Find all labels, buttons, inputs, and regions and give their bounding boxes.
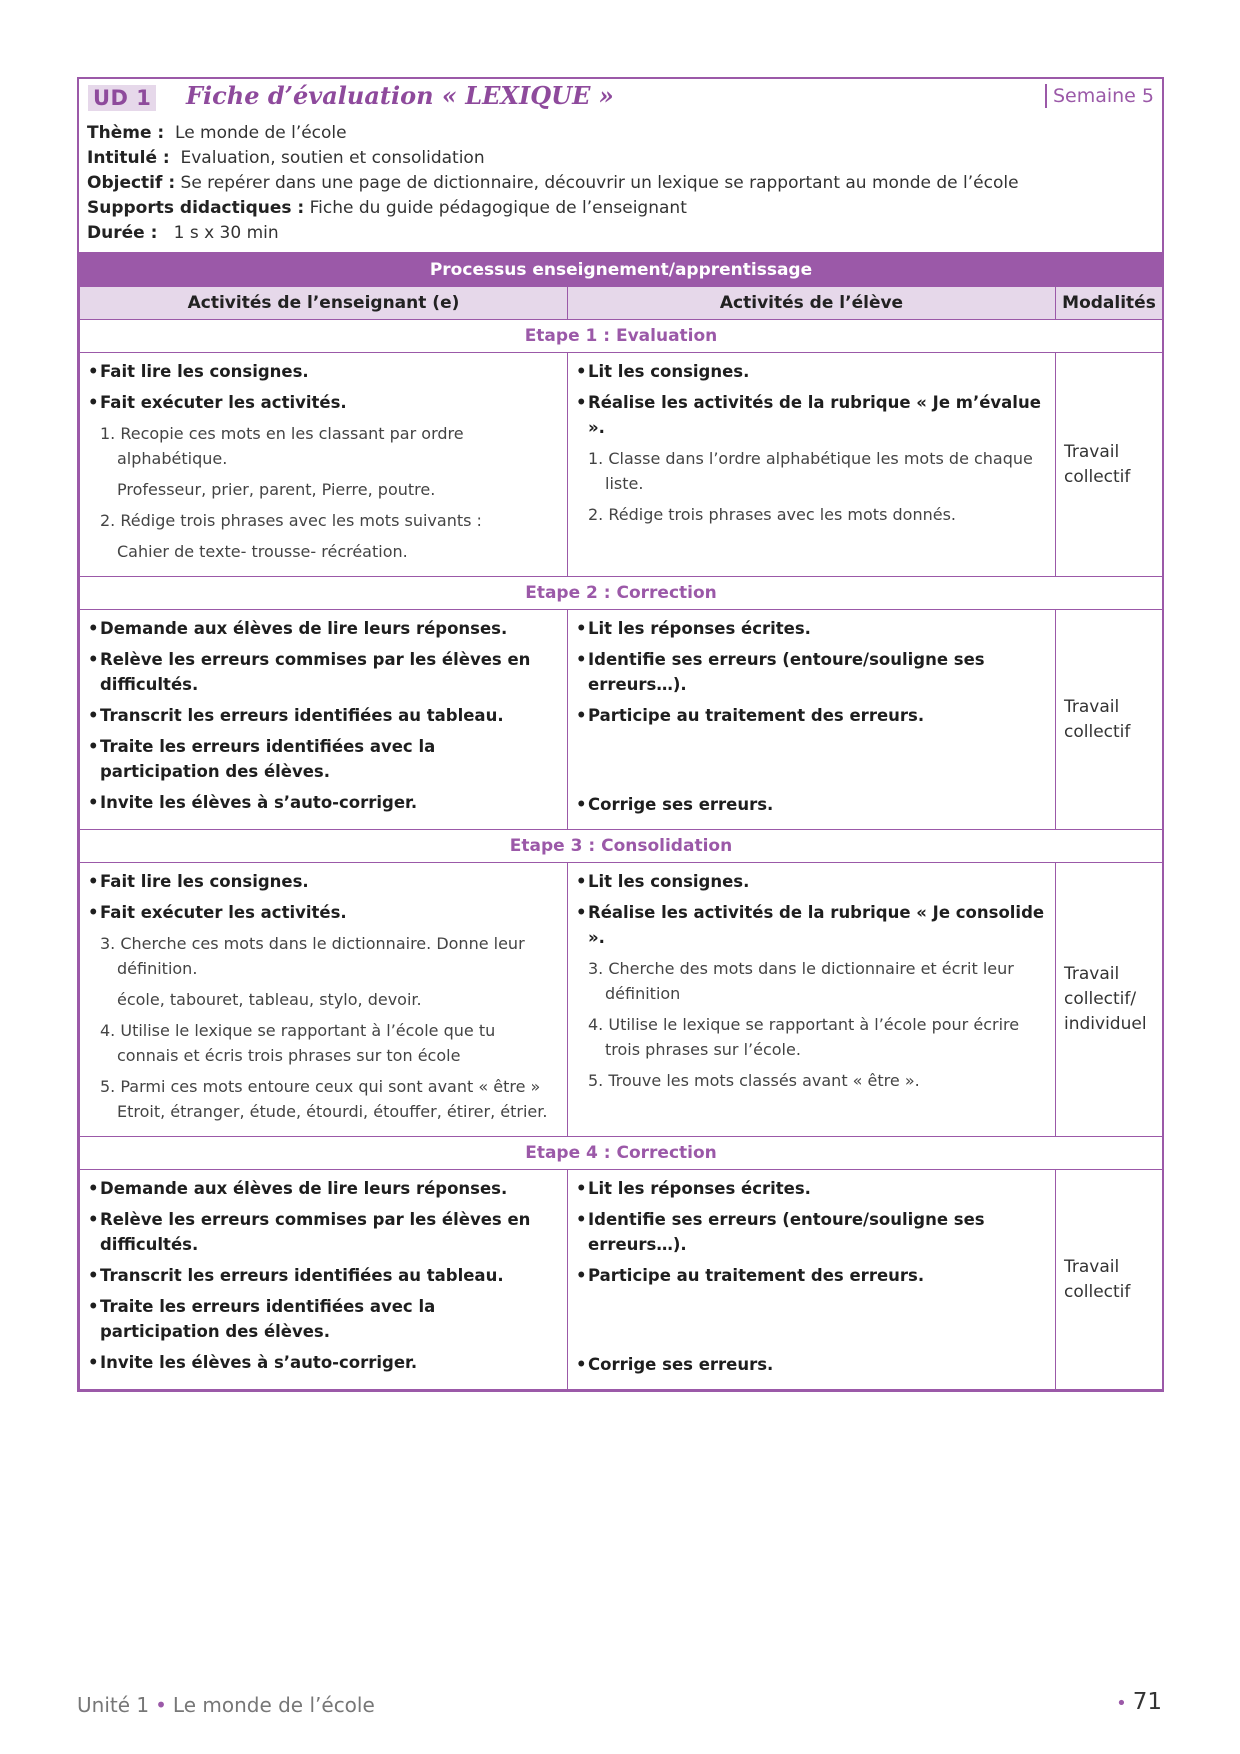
- list-item: • Participe au traitement des erreurs.: [576, 1263, 1047, 1288]
- list-item: • Demande aux élèves de lire leurs réponses.: [88, 1176, 559, 1201]
- meta-duree-label: Durée :: [87, 223, 158, 243]
- spacer: [576, 1294, 1047, 1322]
- modality-line: collectif: [1064, 1281, 1131, 1302]
- list-item: • Traite les erreurs identifiées avec la participation des élèves.: [88, 734, 559, 784]
- unit-badge: UD 1: [88, 85, 156, 111]
- step-2-teacher: [80, 610, 568, 830]
- list-item: 2. Rédige trois phrases avec les mots suivants :: [100, 511, 482, 530]
- list-item: 3. Cherche des mots dans le dictionnaire et écrit leur définition: [588, 959, 1014, 1003]
- modality-line: individuel: [1064, 1014, 1147, 1034]
- list-item: • Corrige ses erreurs.: [576, 792, 1047, 817]
- list-item: • Fait exécuter les activités.: [88, 390, 559, 415]
- list-item: 1. Classe dans l’ordre alphabétique les mots de chaque liste.: [588, 449, 1033, 493]
- meta-supports-label: Supports didactiques :: [87, 198, 305, 218]
- list-item: Professeur, prier, parent, Pierre, poutre.: [117, 480, 436, 499]
- list-item: 4. Utilise le lexique se rapportant à l’école que tu connais et écris trois phrases sur ton école: [100, 1021, 496, 1065]
- sheet-header: [79, 79, 1162, 117]
- step-1-modality: [1056, 353, 1163, 577]
- modality-line: Travail: [1064, 696, 1120, 717]
- meta-supports: [87, 196, 1154, 221]
- list-item: • Fait lire les consignes.: [88, 869, 559, 894]
- list-item: 3. Cherche ces mots dans le dictionnaire. Donne leur définition.: [100, 934, 525, 978]
- col-header-modalities: Modalités: [1056, 287, 1163, 320]
- list-item: • Lit les réponses écrites.: [576, 616, 1047, 641]
- list-item: • Traite les erreurs identifiées avec la participation des élèves.: [88, 1294, 559, 1344]
- list-item: 2. Rédige trois phrases avec les mots donnés.: [588, 505, 956, 524]
- footer-unit-title: Le monde de l’école: [172, 1693, 375, 1717]
- list-item: • Fait exécuter les activités.: [88, 900, 559, 925]
- step-2-title: Etape 2 : Correction: [80, 577, 1163, 610]
- list-item: • Lit les consignes.: [576, 869, 1047, 894]
- list-item: • Participe au traitement des erreurs.: [576, 703, 1047, 728]
- list-item: • Relève les erreurs commises par les élèves en difficultés.: [88, 1207, 559, 1257]
- spacer: [576, 734, 1047, 762]
- step-4-row: [80, 1170, 1163, 1390]
- list-item: • Fait lire les consignes.: [88, 359, 559, 384]
- step-3-student: [568, 863, 1056, 1137]
- bullet-icon: •: [1116, 1693, 1127, 1714]
- list-item: • Réalise les activités de la rubrique « Je m’évalue ».: [576, 390, 1047, 440]
- process-table: [79, 252, 1163, 1390]
- sheet-meta: [79, 117, 1162, 252]
- list-item: • Corrige ses erreurs.: [576, 1352, 1047, 1377]
- meta-duree: [87, 221, 1154, 246]
- list-item: • Lit les consignes.: [576, 359, 1047, 384]
- page-number-value: 71: [1132, 1689, 1162, 1715]
- list-item: • Identifie ses erreurs (entoure/souligne ses erreurs…).: [576, 647, 1047, 697]
- step-1-title: Etape 1 : Evaluation: [80, 320, 1163, 353]
- modality-line: collectif: [1064, 721, 1131, 742]
- meta-intitule-value: Evaluation, soutien et consolidation: [180, 148, 485, 168]
- list-item: 5. Parmi ces mots entoure ceux qui sont avant « être » Etroit, étranger, étude, étourdi, étouffer, étirer, étrier.: [100, 1077, 548, 1121]
- process-title: Processus enseignement/apprentissage: [80, 253, 1163, 287]
- step-1-student: [568, 353, 1056, 577]
- spacer: [576, 1322, 1047, 1350]
- step-1-row: [80, 353, 1163, 577]
- modality-line: Travail: [1064, 441, 1120, 462]
- page-number: [1116, 1689, 1162, 1715]
- meta-objectif: [87, 171, 1154, 196]
- step-3-title: Etape 3 : Consolidation: [80, 830, 1163, 863]
- bullet-icon: •: [155, 1693, 167, 1717]
- list-item: • Invite les élèves à s’auto-corriger.: [88, 1350, 559, 1375]
- step-3-modality: [1056, 863, 1163, 1137]
- list-item: 1. Recopie ces mots en les classant par ordre alphabétique.: [100, 424, 464, 468]
- list-item: • Invite les élèves à s’auto-corriger.: [88, 790, 559, 815]
- meta-theme-value: Le monde de l’école: [175, 123, 347, 143]
- modality-line: collectif: [1064, 466, 1131, 487]
- list-item: 4. Utilise le lexique se rapportant à l’école pour écrire trois phrases sur l’école.: [588, 1015, 1020, 1059]
- list-item: • Transcrit les erreurs identifiées au tableau.: [88, 703, 559, 728]
- col-header-student: Activités de l’élève: [568, 287, 1056, 320]
- step-4-title: Etape 4 : Correction: [80, 1137, 1163, 1170]
- step-2-row: [80, 610, 1163, 830]
- meta-duree-value: 1 s x 30 min: [173, 223, 279, 243]
- meta-objectif-value: Se repérer dans une page de dictionnaire, découvrir un lexique se rapportant au monde de l’école: [180, 173, 1019, 193]
- meta-objectif-label: Objectif :: [87, 173, 176, 193]
- step-4-teacher: [80, 1170, 568, 1390]
- meta-intitule: [87, 146, 1154, 171]
- step-2-modality: [1056, 610, 1163, 830]
- col-header-teacher: Activités de l’enseignant (e): [80, 287, 568, 320]
- list-item: • Réalise les activités de la rubrique « Je consolide ».: [576, 900, 1047, 950]
- sheet-title: Fiche d’évaluation « LEXIQUE »: [186, 81, 614, 110]
- footer-unit-label: Unité 1: [77, 1693, 150, 1717]
- meta-theme: [87, 121, 1154, 146]
- list-item: • Identifie ses erreurs (entoure/souligne ses erreurs…).: [576, 1207, 1047, 1257]
- step-2-student: [568, 610, 1056, 830]
- list-item: Cahier de texte- trousse- récréation.: [117, 542, 408, 561]
- meta-supports-value: Fiche du guide pédagogique de l’enseignant: [309, 198, 687, 218]
- step-3-row: [80, 863, 1163, 1137]
- modality-line: Travail: [1064, 964, 1120, 984]
- meta-theme-label: Thème :: [87, 123, 165, 143]
- list-item: • Transcrit les erreurs identifiées au tableau.: [88, 1263, 559, 1288]
- meta-intitule-label: Intitulé :: [87, 148, 170, 168]
- spacer: [576, 762, 1047, 790]
- list-item: école, tabouret, tableau, stylo, devoir.: [117, 990, 422, 1009]
- list-item: • Demande aux élèves de lire leurs réponses.: [88, 616, 559, 641]
- week-label: Semaine 5: [1045, 84, 1154, 108]
- step-1-teacher: [80, 353, 568, 577]
- list-item: • Lit les réponses écrites.: [576, 1176, 1047, 1201]
- step-3-teacher: [80, 863, 568, 1137]
- evaluation-sheet: [77, 77, 1164, 1392]
- step-4-modality: [1056, 1170, 1163, 1390]
- list-item: • Relève les erreurs commises par les élèves en difficultés.: [88, 647, 559, 697]
- footer-unit: [77, 1693, 375, 1717]
- step-4-student: [568, 1170, 1056, 1390]
- list-item: 5. Trouve les mots classés avant « être ».: [588, 1071, 920, 1090]
- modality-line: collectif/: [1064, 989, 1137, 1009]
- modality-line: Travail: [1064, 1256, 1120, 1277]
